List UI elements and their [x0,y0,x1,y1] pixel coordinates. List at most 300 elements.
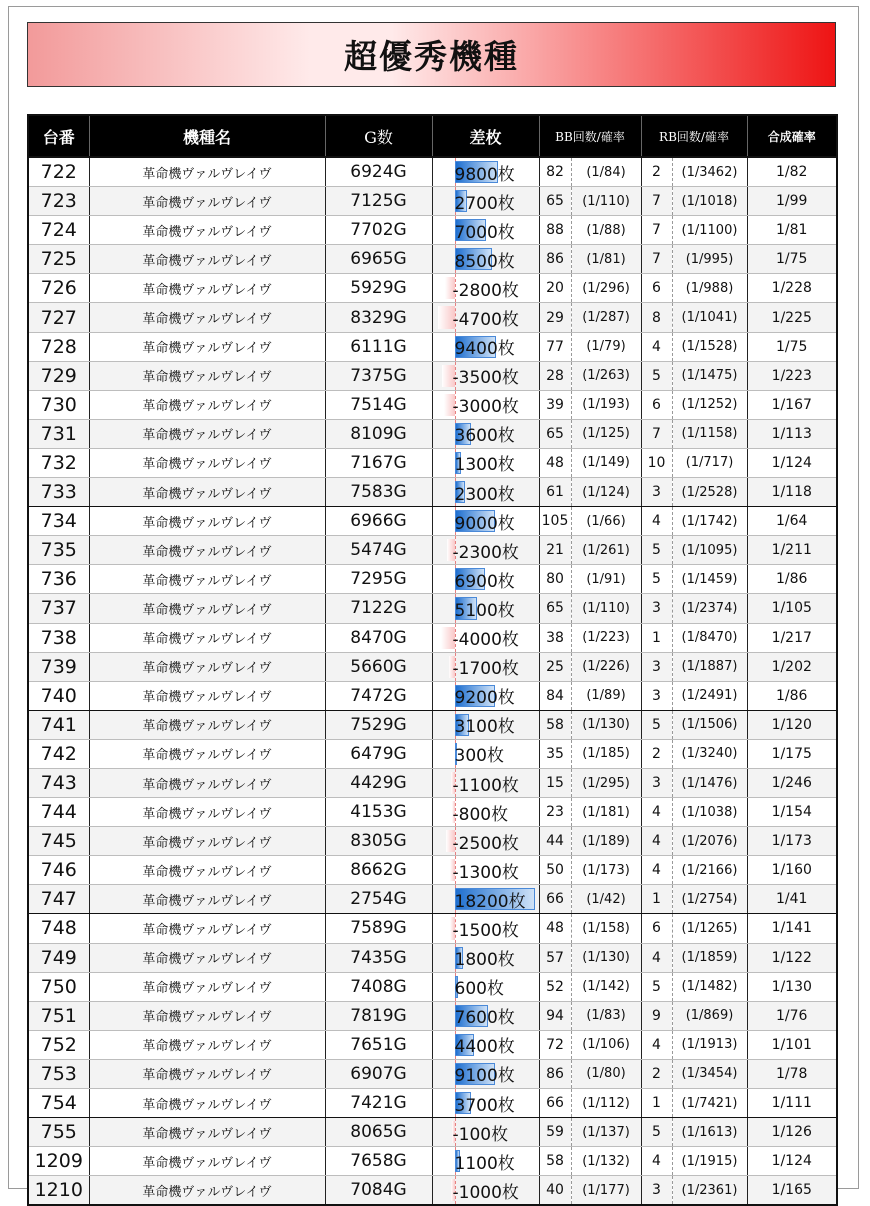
bb-count: 80 [539,565,571,594]
bb-rate: (1/80) [571,1059,641,1088]
table-row [28,652,837,681]
diff-value: 1300枚 [454,455,515,476]
header-machine: 機種名 [89,115,325,157]
bb-rate: (1/132) [571,1147,641,1176]
rb-count: 2 [641,157,672,187]
rb-rate: (1/1265) [672,914,747,943]
rb-rate: (1/1859) [672,943,747,972]
bb-rate: (1/181) [571,798,641,827]
rb-rate: (1/3454) [672,1059,747,1088]
rb-count: 5 [641,1118,672,1147]
table-row [28,536,837,565]
diff-value: -2500枚 [452,833,519,854]
machine-name: 革命機ヴァルヴレイヴ [89,652,325,681]
header-games: G数 [325,115,432,157]
machine-number: 749 [28,943,89,972]
machine-number: 743 [28,768,89,797]
bb-count: 39 [539,390,571,419]
diff-value: -1000枚 [452,1182,519,1203]
bb-rate: (1/106) [571,1030,641,1059]
machine-name: 革命機ヴァルヴレイヴ [89,390,325,419]
table-row [28,507,837,536]
diff-cell [432,827,539,856]
bb-count: 28 [539,361,571,390]
game-count: 7122G [325,594,432,623]
game-count: 2754G [325,885,432,914]
diff-value: 8500枚 [454,251,515,272]
total-rate: 1/101 [747,1030,837,1059]
total-rate: 1/225 [747,303,837,332]
machine-name: 革命機ヴァルヴレイヴ [89,594,325,623]
bb-count: 72 [539,1030,571,1059]
machine-name: 革命機ヴァルヴレイヴ [89,303,325,332]
table-row [28,245,837,274]
bb-count: 57 [539,943,571,972]
machine-name: 革命機ヴァルヴレイヴ [89,332,325,361]
game-count: 7375G [325,361,432,390]
total-rate: 1/120 [747,710,837,739]
rb-rate: (1/1506) [672,710,747,739]
game-count: 7125G [325,187,432,216]
total-rate: 1/76 [747,1001,837,1030]
rb-rate: (1/2166) [672,856,747,885]
total-rate: 1/211 [747,536,837,565]
machine-name: 革命機ヴァルヴレイヴ [89,972,325,1001]
header-diff: 差枚 [432,115,539,157]
rb-rate: (1/1915) [672,1147,747,1176]
machine-name: 革命機ヴァルヴレイヴ [89,507,325,536]
machine-name: 革命機ヴァルヴレイヴ [89,1030,325,1059]
game-count: 6924G [325,157,432,187]
total-rate: 1/81 [747,216,837,245]
machine-number: 725 [28,245,89,274]
diff-value: 300枚 [454,746,504,767]
rb-rate: (1/2528) [672,478,747,507]
machine-name: 革命機ヴァルヴレイヴ [89,739,325,768]
bb-rate: (1/81) [571,245,641,274]
rb-rate: (1/1095) [672,536,747,565]
rb-count: 4 [641,856,672,885]
game-count: 7435G [325,943,432,972]
bb-count: 66 [539,885,571,914]
diff-cell [432,885,539,914]
diff-value: -800枚 [452,804,509,825]
bb-rate: (1/189) [571,827,641,856]
rb-rate: (1/1476) [672,768,747,797]
total-rate: 1/86 [747,565,837,594]
machine-name: 革命機ヴァルヴレイヴ [89,565,325,594]
diff-cell [432,216,539,245]
table-row [28,623,837,652]
machine-name: 革命機ヴァルヴレイヴ [89,623,325,652]
rb-rate: (1/1459) [672,565,747,594]
game-count: 8329G [325,303,432,332]
table-row [28,187,837,216]
machine-number: 1210 [28,1176,89,1206]
machine-number: 747 [28,885,89,914]
bb-rate: (1/185) [571,739,641,768]
rb-rate: (1/2076) [672,827,747,856]
game-count: 7408G [325,972,432,1001]
bb-count: 86 [539,1059,571,1088]
diff-cell [432,361,539,390]
machine-number: 744 [28,798,89,827]
diff-cell [432,478,539,507]
rb-rate: (1/1100) [672,216,747,245]
diff-value: -1700枚 [452,659,519,680]
diff-cell [432,681,539,710]
rb-count: 6 [641,914,672,943]
diff-cell [432,303,539,332]
machine-number: 732 [28,448,89,477]
rb-rate: (1/995) [672,245,747,274]
rb-rate: (1/3240) [672,739,747,768]
bb-rate: (1/223) [571,623,641,652]
game-count: 6111G [325,332,432,361]
rb-rate: (1/3462) [672,157,747,187]
bb-rate: (1/110) [571,594,641,623]
bb-rate: (1/193) [571,390,641,419]
bb-count: 48 [539,448,571,477]
bb-rate: (1/130) [571,943,641,972]
bb-count: 20 [539,274,571,303]
table-row [28,914,837,943]
title-banner [27,22,836,87]
bb-rate: (1/261) [571,536,641,565]
diff-cell [432,1147,539,1176]
machine-name: 革命機ヴァルヴレイヴ [89,1059,325,1088]
diff-cell [432,652,539,681]
machine-name: 革命機ヴァルヴレイヴ [89,856,325,885]
rb-count: 10 [641,448,672,477]
bb-rate: (1/173) [571,856,641,885]
machine-name: 革命機ヴァルヴレイヴ [89,157,325,187]
machine-name: 革命機ヴァルヴレイヴ [89,361,325,390]
table-row [28,216,837,245]
machine-name: 革命機ヴァルヴレイヴ [89,943,325,972]
diff-cell [432,943,539,972]
diff-value: -100枚 [452,1124,509,1145]
rb-count: 4 [641,1147,672,1176]
rb-count: 3 [641,768,672,797]
table-row [28,739,837,768]
rb-count: 6 [641,274,672,303]
bb-count: 58 [539,1147,571,1176]
game-count: 7651G [325,1030,432,1059]
diff-cell [432,1089,539,1118]
game-count: 7472G [325,681,432,710]
diff-value: 9800枚 [454,164,515,185]
bb-count: 44 [539,827,571,856]
diff-cell [432,739,539,768]
table-row [28,565,837,594]
machine-number: 755 [28,1118,89,1147]
machine-number: 733 [28,478,89,507]
total-rate: 1/173 [747,827,837,856]
rb-count: 2 [641,739,672,768]
rb-rate: (1/1528) [672,332,747,361]
bb-rate: (1/84) [571,157,641,187]
rb-rate: (1/1158) [672,419,747,448]
table-row [28,1059,837,1088]
machine-number: 740 [28,681,89,710]
table-row [28,827,837,856]
rb-rate: (1/717) [672,448,747,477]
table-row [28,1001,837,1030]
game-count: 7514G [325,390,432,419]
diff-value: 3700枚 [454,1095,515,1116]
machine-number: 722 [28,157,89,187]
table-row [28,1176,837,1206]
rb-count: 4 [641,1030,672,1059]
diff-cell [432,187,539,216]
machine-number: 742 [28,739,89,768]
rb-count: 4 [641,943,672,972]
rb-count: 4 [641,507,672,536]
machine-number: 745 [28,827,89,856]
diff-value: 1100枚 [454,1153,515,1174]
bb-count: 61 [539,478,571,507]
machine-number: 729 [28,361,89,390]
total-rate: 1/223 [747,361,837,390]
total-rate: 1/202 [747,652,837,681]
machine-name: 革命機ヴァルヴレイヴ [89,681,325,710]
rb-rate: (1/2361) [672,1176,747,1206]
machine-number: 737 [28,594,89,623]
table-row [28,361,837,390]
rb-rate: (1/1613) [672,1118,747,1147]
rb-count: 3 [641,1176,672,1206]
rb-count: 5 [641,536,672,565]
total-rate: 1/78 [747,1059,837,1088]
rb-count: 6 [641,390,672,419]
diff-value: 9400枚 [454,339,515,360]
diff-value: 3100枚 [454,717,515,738]
machine-name: 革命機ヴァルヴレイヴ [89,798,325,827]
table-row [28,972,837,1001]
table-row [28,274,837,303]
table-row [28,710,837,739]
bb-count: 88 [539,216,571,245]
bb-rate: (1/83) [571,1001,641,1030]
rb-count: 3 [641,652,672,681]
machine-number: 724 [28,216,89,245]
machine-number: 750 [28,972,89,1001]
table-row [28,419,837,448]
diff-cell [432,798,539,827]
bb-count: 82 [539,157,571,187]
total-rate: 1/124 [747,1147,837,1176]
bb-rate: (1/177) [571,1176,641,1206]
bb-rate: (1/112) [571,1089,641,1118]
bb-rate: (1/263) [571,361,641,390]
header-bb: BB回数/確率 [539,115,641,157]
rb-count: 3 [641,681,672,710]
bb-rate: (1/88) [571,216,641,245]
bb-rate: (1/125) [571,419,641,448]
table-row [28,943,837,972]
bb-count: 15 [539,768,571,797]
rb-rate: (1/1252) [672,390,747,419]
diff-value: -2300枚 [452,542,519,563]
game-count: 6966G [325,507,432,536]
machine-number: 739 [28,652,89,681]
machine-number: 735 [28,536,89,565]
total-rate: 1/105 [747,594,837,623]
diff-cell [432,1176,539,1206]
diff-value: -1100枚 [452,775,519,796]
game-count: 4429G [325,768,432,797]
bb-rate: (1/110) [571,187,641,216]
page-title: 超優秀機種 [344,37,519,76]
machine-number: 748 [28,914,89,943]
rb-count: 4 [641,827,672,856]
header-row [28,115,837,157]
diff-cell [432,1118,539,1147]
game-count: 7295G [325,565,432,594]
bb-count: 48 [539,914,571,943]
game-count: 4153G [325,798,432,827]
bb-rate: (1/296) [571,274,641,303]
table-row [28,594,837,623]
machine-name: 革命機ヴァルヴレイヴ [89,768,325,797]
bb-count: 40 [539,1176,571,1206]
machine-number: 734 [28,507,89,536]
diff-value: 1800枚 [454,950,515,971]
bb-count: 21 [539,536,571,565]
diff-cell [432,274,539,303]
diff-value: 600枚 [454,979,504,1000]
diff-cell [432,390,539,419]
game-count: 8470G [325,623,432,652]
diff-value: -3000枚 [452,397,519,418]
bb-rate: (1/226) [571,652,641,681]
machine-number: 738 [28,623,89,652]
rb-count: 1 [641,885,672,914]
diff-cell [432,245,539,274]
rb-rate: (1/869) [672,1001,747,1030]
machine-name: 革命機ヴァルヴレイヴ [89,478,325,507]
machine-number: 731 [28,419,89,448]
bb-count: 94 [539,1001,571,1030]
machine-name: 革命機ヴァルヴレイヴ [89,885,325,914]
diff-value: -1300枚 [452,862,519,883]
rb-count: 7 [641,245,672,274]
total-rate: 1/111 [747,1089,837,1118]
bb-rate: (1/149) [571,448,641,477]
diff-value: 6900枚 [454,571,515,592]
diff-cell [432,565,539,594]
total-rate: 1/122 [747,943,837,972]
diff-cell [432,1001,539,1030]
rb-count: 7 [641,419,672,448]
machine-name: 革命機ヴァルヴレイヴ [89,914,325,943]
rb-rate: (1/1038) [672,798,747,827]
rb-count: 4 [641,798,672,827]
total-rate: 1/41 [747,885,837,914]
game-count: 8109G [325,419,432,448]
rb-rate: (1/1742) [672,507,747,536]
table-row [28,332,837,361]
diff-cell [432,623,539,652]
diff-cell [432,1030,539,1059]
machine-name: 革命機ヴァルヴレイヴ [89,216,325,245]
total-rate: 1/113 [747,419,837,448]
bb-rate: (1/287) [571,303,641,332]
game-count: 8662G [325,856,432,885]
rb-count: 5 [641,972,672,1001]
rb-rate: (1/8470) [672,623,747,652]
rb-count: 4 [641,332,672,361]
machine-name: 革命機ヴァルヴレイヴ [89,1147,325,1176]
total-rate: 1/82 [747,157,837,187]
machine-name: 革命機ヴァルヴレイヴ [89,245,325,274]
diff-cell [432,914,539,943]
rb-count: 3 [641,478,672,507]
diff-value: -2800枚 [452,280,519,301]
diff-value: -1500枚 [452,920,519,941]
bb-count: 38 [539,623,571,652]
game-count: 8305G [325,827,432,856]
rb-rate: (1/1041) [672,303,747,332]
machine-number: 1209 [28,1147,89,1176]
machine-number: 723 [28,187,89,216]
diff-cell [432,332,539,361]
game-count: 8065G [325,1118,432,1147]
rb-count: 9 [641,1001,672,1030]
rb-count: 7 [641,187,672,216]
rb-count: 2 [641,1059,672,1088]
table-row [28,798,837,827]
diff-value: 4400枚 [454,1037,515,1058]
diff-value: 9200枚 [454,688,515,709]
rb-count: 3 [641,594,672,623]
game-count: 5929G [325,274,432,303]
diff-cell [432,419,539,448]
diff-value: 7600枚 [454,1008,515,1029]
diff-value: 7000枚 [454,222,515,243]
machine-name: 革命機ヴァルヴレイヴ [89,1089,325,1118]
diff-cell [432,536,539,565]
table-row [28,303,837,332]
bb-count: 23 [539,798,571,827]
total-rate: 1/160 [747,856,837,885]
total-rate: 1/246 [747,768,837,797]
rb-rate: (1/1887) [672,652,747,681]
table-row [28,856,837,885]
bb-count: 35 [539,739,571,768]
total-rate: 1/64 [747,507,837,536]
game-count: 6907G [325,1059,432,1088]
game-count: 7167G [325,448,432,477]
game-count: 7658G [325,1147,432,1176]
diff-value: 9100枚 [454,1066,515,1087]
diff-value: 2300枚 [454,484,515,505]
machine-name: 革命機ヴァルヴレイヴ [89,710,325,739]
rb-count: 5 [641,565,672,594]
bb-count: 59 [539,1118,571,1147]
machine-number: 754 [28,1089,89,1118]
machine-name: 革命機ヴァルヴレイヴ [89,1001,325,1030]
machine-number: 753 [28,1059,89,1088]
game-count: 5660G [325,652,432,681]
diff-value: -4700枚 [452,310,519,331]
total-rate: 1/165 [747,1176,837,1206]
bb-rate: (1/66) [571,507,641,536]
rb-rate: (1/7421) [672,1089,747,1118]
total-rate: 1/217 [747,623,837,652]
game-count: 7583G [325,478,432,507]
